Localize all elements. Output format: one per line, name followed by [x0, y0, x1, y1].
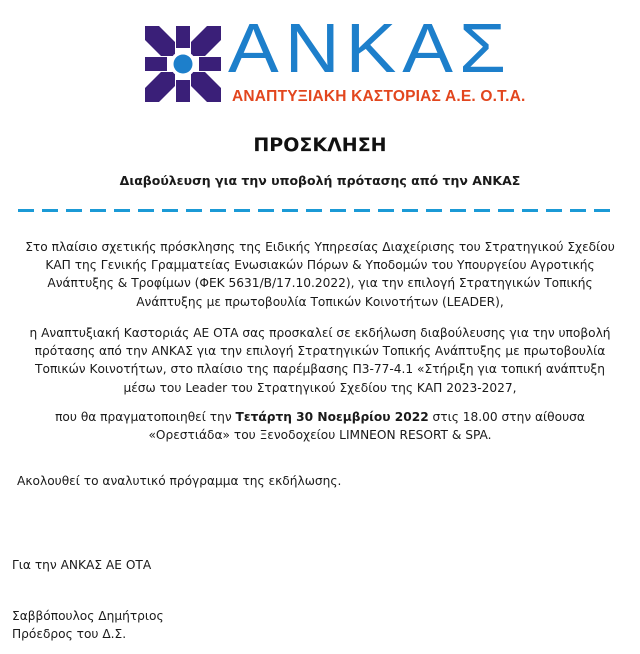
text-line: Τοπικών Κοινοτήτων, στο πλαίσιο της παρέμβασης Π3-77-4.1 «Στήριξη για τοπική ανάπτυξη	[35, 362, 605, 377]
text-line: Στο πλαίσιο σχετικής πρόσκλησης της Ειδικής Υπηρεσίας Διαχείρισης του Στρατηγικού Σχεδίου	[25, 240, 615, 254]
paragraph-invitation	[0, 324, 640, 397]
text-line: Ανάπτυξης με πρωτοβουλία Τοπικών Κοινοτήτων (LEADER),	[136, 294, 504, 309]
text-segment: στις 18.00 στην αίθουσα	[428, 410, 585, 424]
text-line: μέσω του Leader του Στρατηγικού Σχεδίου της ΚΑΠ 2023-2027,	[123, 380, 517, 395]
text-line: πρότασης από την ΑΝΚΑΣ για την επιλογή Στρατηγικών Τοπικής Ανάπτυξης με πρωτοβουλία	[34, 344, 606, 359]
text-line: ΚΑΠ της Γενικής Γραμματείας Ενωσιακών Πόρων & Υποδομών του Υπουργείου Αγροτικής	[45, 258, 595, 273]
page-subtitle: Διαβούλευση για την υποβολή πρότασης από την ΑΝΚΑΣ	[119, 173, 521, 188]
text-line: Ανάπτυξης & Τροφίμων (ΦΕΚ 5631/Β/17.10.2022), για την επιλογή Στρατηγικών Τοπικής	[47, 276, 593, 291]
program-note: Ακολουθεί το αναλυτικό πρόγραμμα της εκδήλωσης.	[17, 474, 342, 488]
ankas-logo-icon	[145, 26, 221, 102]
paragraph-event-details	[0, 408, 640, 444]
text-line: η Αναπτυξιακή Καστοριάς ΑΕ ΟΤΑ σας προσκαλεί σε εκδήλωση διαβούλευσης για την υποβολή	[29, 326, 611, 340]
page-title: ΠΡΟΣΚΛΗΣΗ	[253, 134, 387, 156]
text-line: «Ορεστιάδα» του Ξενοδοχείου LIMNEON RESORT & SPA.	[148, 428, 492, 443]
signature-role: Πρόεδρος του Δ.Σ.	[12, 627, 127, 641]
event-date: Τετάρτη 30 Νοεμβρίου 2022	[235, 410, 429, 424]
logo-wordmark: ΑΝΚΑΣ	[228, 9, 512, 88]
text-line	[0, 408, 640, 426]
logo-subtitle: ΑΝΑΠΤΥΞΙΑΚΗ ΚΑΣΤΟΡΙΑΣ Α.Ε. Ο.Τ.Α.	[232, 88, 526, 105]
text-segment: που θα πραγματοποιηθεί την	[55, 410, 236, 424]
paragraph-context	[0, 238, 640, 311]
signature-name: Σαββόπουλος Δημήτριος	[12, 609, 164, 623]
signature-organization: Για την ΑΝΚΑΣ ΑΕ ΟΤΑ	[12, 558, 152, 572]
dashed-divider	[18, 209, 614, 212]
